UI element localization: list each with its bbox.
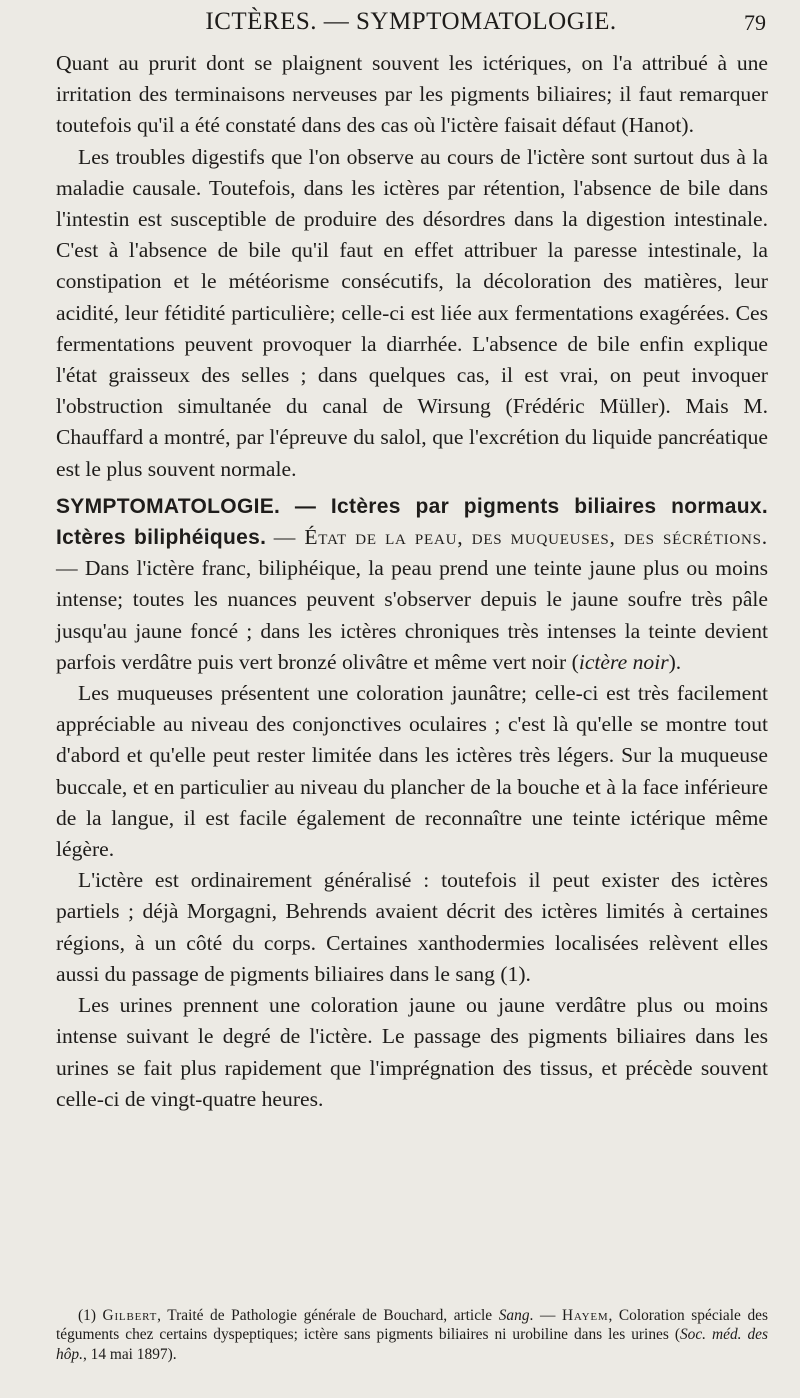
- footnote-text-1: , Traité de Pathologie générale de Bouchard, article: [157, 1307, 499, 1324]
- footnote-marker: (1): [78, 1307, 96, 1324]
- footnote-author-hayem: Hayem: [561, 1307, 609, 1324]
- paragraph-troubles-digestifs: Les troubles digestifs que l'on observe au cours de l'ictère sont surtout dus à la maladie causale. Toutefois, dans les ictères par rétention, l'absence de bile dans l'intestin est susceptible de produire des désordres dans la digestion intestinale. C'est à l'absence de bile qu'il faut en effet attribuer la paresse intestinale, la constipation et le météorisme consécutifs, la décoloration des matières, leur acidité, leur fétidité particulière; celle-ci est liée aux fermentations exagérées. Ces fermentations peuvent provoquer la diarrhée. L'absence de bile enfin explique l'état graisseux des selles ; dans quelques cas, il est vrai, on peut invoquer l'obstruction simultanée du canal de Wirsung (Frédéric Müller). Mais M. Chauffard a montré, par l'épreuve du salol, que l'excrétion du liquide pancréatique est le plus souvent normale.: [56, 144, 768, 481]
- page-header: [56, 8, 766, 38]
- paragraph-ictere-generalise: L'ictère est ordinairement généralisé : toutefois il peut exister des ictères partiels ; déjà Morgagni, Behrends avaient décrit des ictères limités à certaines régions, à un côté du corps. Certaines xanthodermies localisées relèvent elles aussi du passage de pigments biliaires dans le sang (1).: [56, 868, 768, 986]
- footnote-1: [56, 1306, 768, 1364]
- paragraph-prurit: Quant au prurit dont se plaignent souvent les ictériques, on l'a attribué à une irritation des terminaisons nerveuses par les pigments biliaires; il faut remarquer toutefois qu'il a été constaté dans des cas où l'ictère faisait défaut (Hanot).: [56, 51, 768, 138]
- paragraph-symptomatologie: [56, 491, 768, 678]
- footnote-italic-sang: Sang: [498, 1307, 530, 1324]
- running-title: ICTÈRES. — SYMPTOMATOLOGIE.: [205, 8, 617, 35]
- paragraph-muqueuses: Les muqueuses présentent une coloration jaunâtre; celle-ci est très facilement appréciable au niveau des conjonctives oculaires ; c'est là qu'elle se montre tout d'abord et qu'elle peut rester limitée dans les ictères très légers. Sur la muqueuse buccale, et en particulier au niveau du plancher de la bouche et à la face inférieure de la langue, il est facile également de reconnaître une teinte ictérique même légère.: [56, 681, 768, 862]
- footnote-italic-soc: Soc. méd. des hôp.: [56, 1326, 768, 1363]
- footnote-text-2: , Coloration spéciale des téguments chez certains dyspeptiques; ictère sans pigments biliaires ni urobiline dans les urines (: [56, 1307, 768, 1344]
- section-heading: SYMPTOMATOLOGIE. — Ictères par pigments biliaires normaux. Ictères biliphéiques.: [56, 494, 768, 550]
- paragraph-peau-lead: — Dans l'ictère franc, biliphéique, la peau prend une teinte jaune plus ou moins intense; toutes les nuances peuvent s'observer depuis le jaune soufre très pâle jusqu'au jaune foncé ; dans les ictères chroniques très intenses la teinte devient parfois verdâtre puis vert bronzé olivâtre et même vert noir (: [56, 556, 768, 674]
- paragraph-peau-italic: ictère noir: [578, 649, 669, 674]
- paragraph-peau-tail: ).: [668, 649, 682, 674]
- paragraph-urines: Les urines prennent une coloration jaune ou jaune verdâtre plus ou moins intense suivant le degré de l'ictère. Le passage des pigments biliaires dans les urines se fait plus rapidement que l'imprégnation des tissus, et précède souvent celle-ci de vingt-quatre heures.: [56, 993, 768, 1111]
- body-text: [56, 48, 768, 1115]
- subsection-heading: — État de la peau, des muqueuses, des sécrétions.: [273, 525, 769, 550]
- footnotes: [56, 1306, 768, 1364]
- footnote-dash: . —: [529, 1307, 562, 1324]
- footnote-author-gilbert: Gilbert: [102, 1307, 158, 1324]
- footnote-text-3: , 14 mai 1897).: [82, 1345, 177, 1363]
- page-number: 79: [744, 10, 766, 35]
